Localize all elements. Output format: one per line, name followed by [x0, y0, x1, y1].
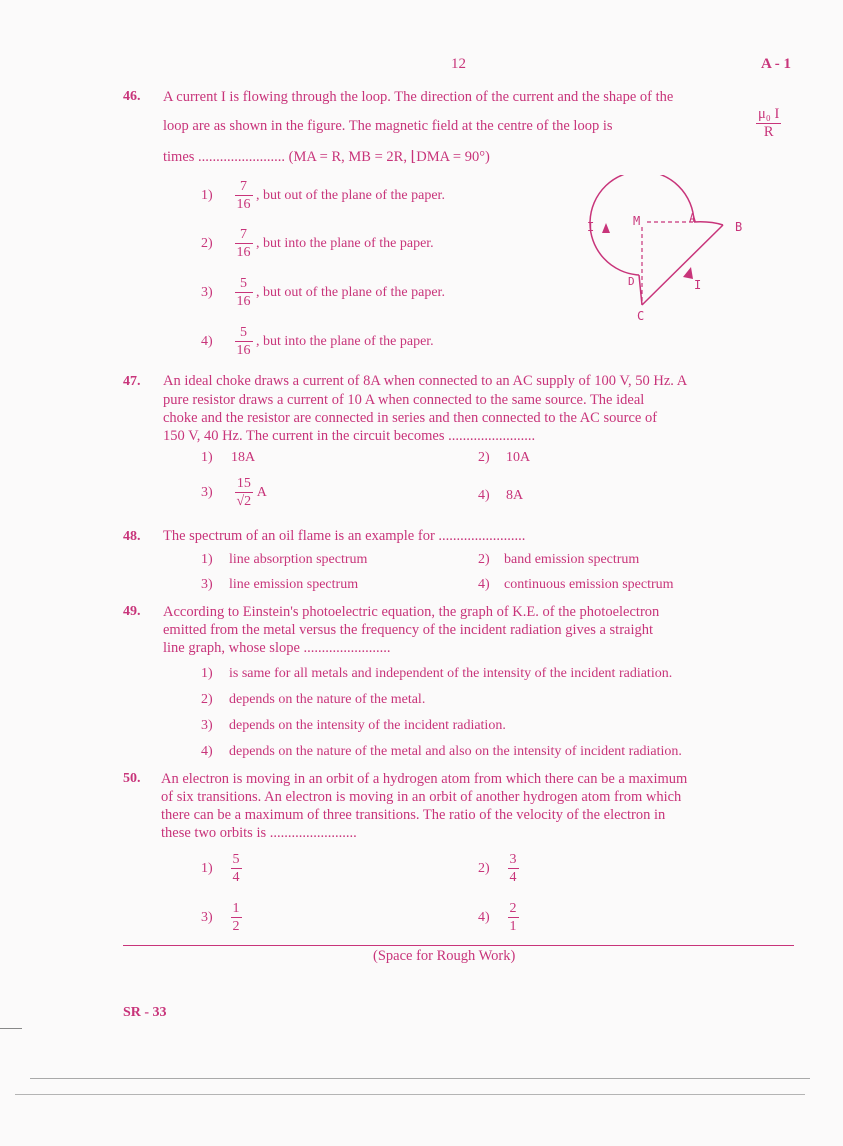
option-label: 4) — [478, 488, 490, 503]
option-text: continuous emission spectrum — [504, 577, 674, 592]
option-unit: A — [256, 484, 267, 500]
fraction-denominator: 16 — [236, 294, 251, 309]
fraction-denominator: 4 — [509, 870, 517, 885]
q47-option-2[interactable] — [478, 450, 530, 466]
q48-line: The spectrum of an oil flame is an example for ........................ — [163, 528, 526, 544]
option-text: depends on the nature of the metal and also on the intensity of incident radiation. — [229, 744, 682, 759]
option-label: 3) — [201, 484, 213, 500]
q47-option-1[interactable] — [201, 450, 255, 466]
current-loop-figure — [575, 175, 775, 325]
option-text: , but out of the plane of the paper. — [256, 284, 445, 300]
option-label: 4) — [201, 744, 213, 759]
line-BC — [642, 225, 723, 305]
option-text: depends on the intensity of the incident radiation. — [229, 718, 506, 733]
label-I-left: I — [587, 220, 595, 234]
q47-option-3[interactable] — [201, 475, 267, 510]
label-M: M — [633, 214, 641, 228]
option-label: 3) — [201, 718, 213, 733]
option-label: 4) — [478, 577, 490, 592]
q50-option-1[interactable] — [201, 851, 242, 886]
q46-line2: loop are as shown in the figure. The magnetic field at the centre of the loop is — [163, 118, 613, 134]
q48-option-4[interactable] — [478, 577, 674, 593]
scan-edge-line-2 — [15, 1094, 805, 1095]
option-label: 2) — [201, 235, 213, 251]
q47-line1: An ideal choke draws a current of 8A when connected to an AC supply of 100 V, 50 Hz. A — [163, 373, 688, 389]
option-text: , but into the plane of the paper. — [256, 333, 434, 349]
option-text: depends on the nature of the metal. — [229, 692, 426, 707]
q49-option-3[interactable] — [201, 718, 506, 734]
option-label: 4) — [478, 909, 490, 925]
label-D: D — [628, 275, 635, 288]
fraction-denominator: 16 — [236, 245, 251, 260]
q49-option-1[interactable] — [201, 666, 672, 682]
fraction-denominator: 4 — [232, 870, 240, 885]
q47-option-4[interactable] — [478, 488, 523, 504]
q46-line1: A current I is flowing through the loop. The direction of the current and the shape of the — [163, 89, 674, 105]
label-A: A — [689, 211, 697, 225]
fraction-numerator: 3 — [509, 852, 517, 867]
question-number-48: 48. — [123, 529, 141, 544]
option-text: 8A — [506, 488, 524, 503]
fraction-numerator: 5 — [240, 325, 247, 340]
question-number-47: 47. — [123, 374, 141, 389]
fraction-numerator: 15 — [236, 476, 251, 491]
q47-line3: choke and the resistor are connected in series and then connected to the AC source of — [163, 410, 658, 426]
option-label: 1) — [201, 666, 213, 681]
page-number: 12 — [451, 56, 466, 72]
option-label: 1) — [201, 187, 213, 203]
q48-option-1[interactable] — [201, 552, 367, 568]
question-number-46: 46. — [123, 89, 141, 104]
fraction-denominator: 1 — [509, 919, 517, 934]
q50-option-4[interactable] — [478, 900, 519, 935]
current-arrow-up — [602, 223, 610, 233]
fraction-numerator: 1 — [232, 901, 240, 916]
option-label: 3) — [201, 284, 213, 300]
rough-work-divider — [123, 945, 794, 946]
option-text: 18A — [231, 450, 256, 465]
option-label: 2) — [478, 552, 490, 567]
q50-option-3[interactable] — [201, 900, 242, 935]
option-label: 3) — [201, 909, 213, 925]
option-label: 2) — [478, 860, 490, 876]
q46-coefficient — [756, 106, 781, 141]
option-label: 3) — [201, 577, 213, 592]
q49-line2: emitted from the metal versus the frequency of the incident radiation gives a straight — [163, 622, 654, 638]
q47-line2: pure resistor draws a current of 10 A when connected to the same source. The ideal — [163, 392, 645, 408]
label-B: B — [735, 220, 743, 234]
fraction-numerator: 7 — [240, 179, 247, 194]
q46-option-1[interactable] — [201, 178, 445, 213]
q49-line1: According to Einstein's photoelectric equation, the graph of K.E. of the photoelectron — [163, 604, 660, 620]
q48-option-3[interactable] — [201, 577, 358, 593]
paper-code: A - 1 — [761, 56, 791, 72]
q50-line2: of six transitions. An electron is moving in an orbit of another hydrogen atom from which — [161, 789, 682, 805]
option-label: 1) — [201, 450, 213, 465]
option-text: , but out of the plane of the paper. — [256, 187, 445, 203]
q50-line1: An electron is moving in an orbit of a hydrogen atom from which there can be a maximum — [161, 771, 688, 787]
option-label: 4) — [201, 333, 213, 349]
option-text: 10A — [506, 450, 531, 465]
footer-code: SR - 33 — [123, 1005, 167, 1020]
q50-line4: these two orbits is ........................ — [161, 825, 357, 841]
q46-option-2[interactable] — [201, 226, 434, 261]
q49-option-4[interactable] — [201, 744, 682, 760]
scan-edge-mark — [0, 1028, 22, 1029]
scan-edge-line-1 — [30, 1078, 810, 1079]
fraction-denominator: √2 — [236, 494, 252, 509]
option-label: 2) — [201, 692, 213, 707]
option-text: is same for all metals and independent of the intensity of the incident radiation. — [229, 666, 673, 681]
question-number-50: 50. — [123, 771, 141, 786]
fraction-numerator: 7 — [240, 227, 247, 242]
fraction-numerator: 2 — [509, 901, 517, 916]
q50-option-2[interactable] — [478, 851, 519, 886]
fraction-denominator: 16 — [236, 197, 251, 212]
coef-denominator: R — [756, 123, 781, 141]
option-label: 1) — [201, 552, 213, 567]
option-label: 2) — [478, 450, 490, 465]
option-text: band emission spectrum — [504, 552, 640, 567]
fraction-numerator: 5 — [240, 276, 247, 291]
q49-line3: line graph, whose slope ........................ — [163, 640, 391, 656]
current-arrow-diag — [683, 267, 693, 279]
rough-work-label: (Space for Rough Work) — [373, 948, 516, 964]
q46-option-4[interactable] — [201, 324, 434, 359]
q49-option-2[interactable] — [201, 692, 425, 708]
connector-AB — [694, 222, 723, 225]
option-text: line absorption spectrum — [229, 552, 368, 567]
q46-option-3[interactable] — [201, 275, 445, 310]
fraction-numerator: 5 — [232, 852, 240, 867]
q47-line4: 150 V, 40 Hz. The current in the circuit becomes ........................ — [163, 428, 536, 444]
fraction-denominator: 16 — [236, 343, 251, 358]
fraction-denominator: 2 — [232, 919, 240, 934]
q48-option-2[interactable] — [478, 552, 639, 568]
label-C: C — [637, 309, 645, 323]
coef-numerator: μ₀ I — [758, 106, 780, 122]
option-label: 1) — [201, 860, 213, 876]
option-text: line emission spectrum — [229, 577, 359, 592]
question-number-49: 49. — [123, 604, 141, 619]
q46-line3: times ........................ (MA = R, MB = 2R, ⌊DMA = 90°) — [163, 149, 490, 165]
q50-line3: there can be a maximum of three transitions. The ratio of the velocity of the electron in — [161, 807, 666, 823]
option-text: , but into the plane of the paper. — [256, 235, 434, 251]
label-I-right: I — [694, 278, 702, 292]
